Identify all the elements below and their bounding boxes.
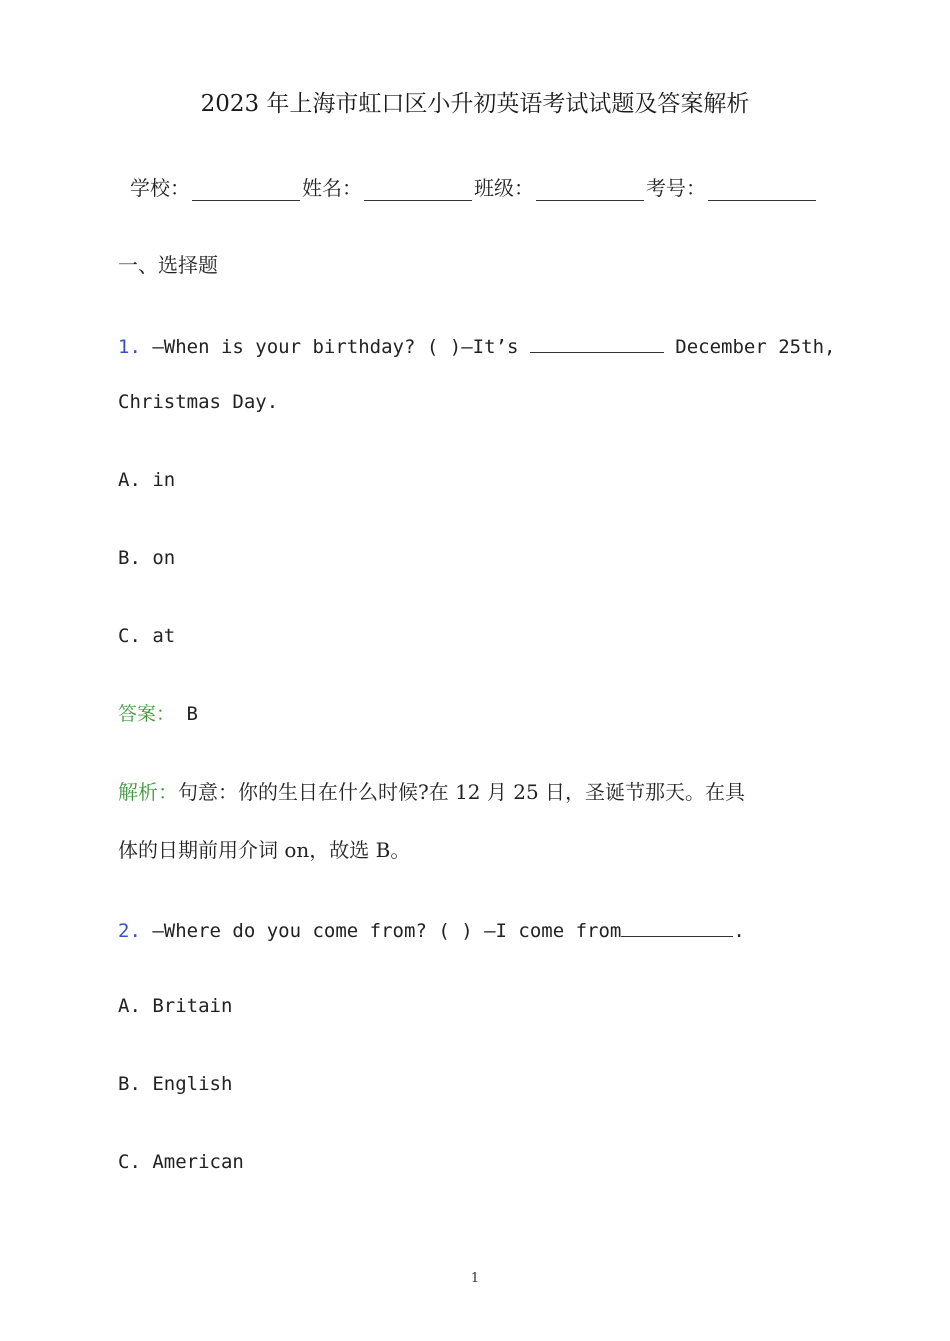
exam-number-blank[interactable] bbox=[708, 178, 816, 201]
question-1-number: 1. bbox=[118, 336, 141, 358]
question-1-analysis bbox=[118, 780, 745, 804]
question-1-line-2: Christmas Day. bbox=[118, 391, 279, 413]
section-title: 一、选择题 bbox=[118, 253, 218, 277]
name-blank[interactable] bbox=[364, 178, 472, 201]
class-blank[interactable] bbox=[536, 178, 644, 201]
question-1-text-after: December 25th, bbox=[675, 336, 836, 358]
question-1-option-c: C. at bbox=[118, 625, 176, 647]
question-1-option-b: B. on bbox=[118, 547, 176, 569]
student-info-row bbox=[130, 175, 840, 201]
question-2-text-after: . bbox=[733, 920, 745, 942]
question-2-text: —Where do you come from? ( ) —I come from bbox=[152, 920, 622, 942]
question-1-blank bbox=[530, 332, 664, 353]
question-2-blank bbox=[621, 916, 733, 937]
page-title: 2023 年上海市虹口区小升初英语考试试题及答案解析 bbox=[200, 91, 750, 117]
question-1-option-a: A. in bbox=[118, 469, 176, 491]
analysis-line-2: 体的日期前用介词 on，故选 B。 bbox=[118, 838, 411, 862]
question-2-option-a: A. Britain bbox=[118, 995, 233, 1017]
answer-value: B bbox=[186, 703, 198, 725]
page-number: 1 bbox=[470, 1271, 480, 1286]
exam-number-label: 考号： bbox=[646, 176, 706, 200]
class-label: 班级： bbox=[474, 176, 534, 200]
question-1 bbox=[118, 332, 835, 359]
question-1-answer bbox=[118, 702, 198, 726]
question-2-option-b: B. English bbox=[118, 1073, 233, 1095]
answer-label: 答案： bbox=[118, 703, 176, 725]
question-2-number: 2. bbox=[118, 920, 141, 942]
question-2 bbox=[118, 916, 745, 943]
analysis-line-1: 句意：你的生日在什么时候?在 12 月 25 日，圣诞节那天。在具 bbox=[178, 780, 746, 804]
name-label: 姓名： bbox=[302, 176, 362, 200]
analysis-label: 解析： bbox=[118, 780, 178, 804]
school-blank[interactable] bbox=[192, 178, 300, 201]
question-1-text: —When is your birthday? ( )—It’s bbox=[152, 336, 519, 358]
question-2-option-c: C. American bbox=[118, 1151, 244, 1173]
school-label: 学校： bbox=[130, 176, 190, 200]
